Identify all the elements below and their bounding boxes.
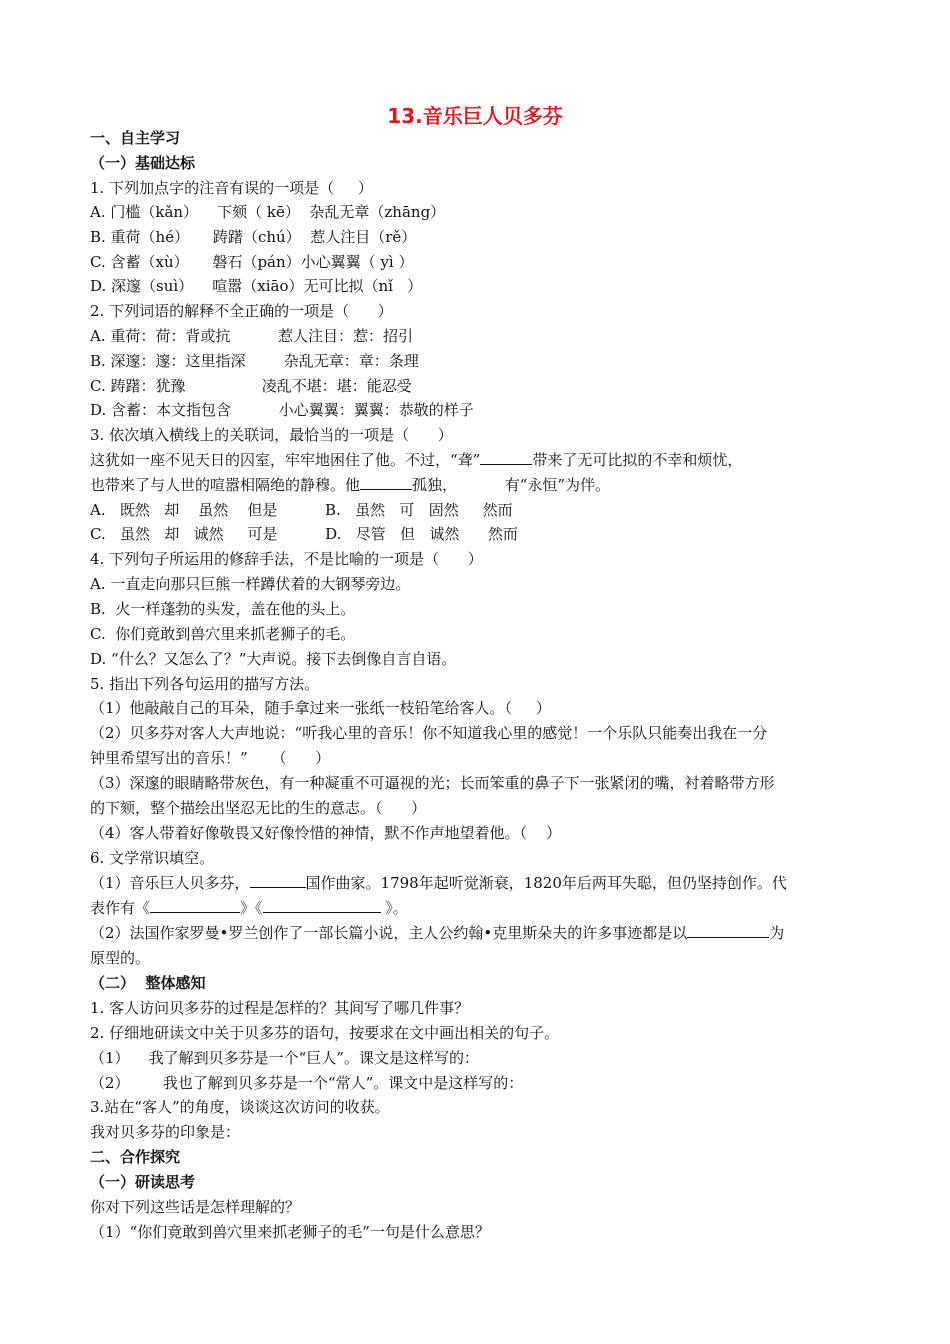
- question-6-item-1-line-1: （1）音乐巨人贝多芬， 国作曲家。1798年起听觉渐衰，1820年后两耳失聪，但仍坚持创作。代: [90, 874, 787, 892]
- question-2-option-b: B. 深邃：邃：这里指深 杂乱无章：章：条理: [90, 352, 419, 370]
- page-title: 13.音乐巨人贝多芬: [387, 104, 563, 128]
- question-1-option-a: A. 门槛（kǎn） 下颏（ kē） 杂乱无章（zhāng）: [90, 203, 446, 221]
- subsection-basic: （一）基础达标: [90, 154, 196, 172]
- study-intro: 你对下列这些话是怎样理解的？: [90, 1198, 301, 1216]
- question-5-item-1: （1）他敲敲自己的耳朵，随手拿过来一张纸一枝铅笔给客人。（ ）: [90, 699, 551, 717]
- fill-blank[interactable]: [360, 475, 412, 490]
- fill-blank[interactable]: [480, 450, 532, 465]
- overall-question-2: 2. 仔细地研读文中关于贝多芬的语句，按要求在文中画出相关的句子。: [90, 1024, 560, 1042]
- question-2-stem: 2. 下列词语的解释不全正确的一项是（ ）: [90, 302, 393, 320]
- question-6-item-2-line-2: 原型的。: [90, 949, 151, 967]
- question-3-options-ab: A. 既然 却 虽然 但是 B. 虽然 可 固然 然而: [90, 501, 513, 519]
- question-2-option-c: C. 踌躇：犹豫 凌乱不堪：堪：能忍受: [90, 377, 412, 395]
- fill-blank[interactable]: [687, 923, 769, 938]
- question-4-option-c: C. 你们竟敢到兽穴里来抓老狮子的毛。: [90, 625, 356, 643]
- overall-question-3: 3.站在“客人”的角度，谈谈这次访问的收获。: [90, 1098, 390, 1116]
- question-4-option-a: A. 一直走向那只巨熊一样蹲伏着的大钢琴旁边。: [90, 575, 411, 593]
- fill-blank[interactable]: [150, 898, 240, 913]
- question-1-option-b: B. 重荷（hé） 踌躇（chú） 惹人注目（rě）: [90, 228, 417, 246]
- question-3-stem: 3. 依次填入横线上的关联词，最恰当的一项是（ ）: [90, 426, 453, 444]
- question-5-item-4: （4）客人带着好像敬畏又好像怜惜的神情，默不作声地望着他。（ ）: [90, 824, 562, 842]
- question-6-item-2-line-1: （2）法国作家罗曼•罗兰创作了一部长篇小说，主人公约翰•克里斯朵夫的许多事迹都是以 为: [90, 924, 785, 942]
- question-1-option-c: C. 含蓄（xù） 磐石（pán）小心翼翼（ yì ）: [90, 253, 414, 271]
- question-3-passage-line-2: 也带来了与人世的喧嚣相隔绝的静穆。他 孤独， 有“永恒”为伴。: [90, 476, 611, 494]
- question-6-stem: 6. 文学常识填空。: [90, 849, 215, 867]
- question-5-item-2-line-2: 钟里希望写出的音乐！” （ ）: [90, 749, 331, 767]
- question-5-item-2-line-1: （2）贝多芬对客人大声地说：“听我心里的音乐！你不知道我心里的感觉！一个乐队只能奏出我在一分: [90, 724, 768, 742]
- overall-question-3-prompt: 我对贝多芬的印象是：: [90, 1123, 241, 1141]
- question-3-options-cd: C. 虽然 却 诚然 可是 D. 尽管 但 诚然 然而: [90, 525, 518, 543]
- overall-question-2-item-1: （1） 我了解到贝多芬是一个“巨人”。课文是这样写的：: [90, 1049, 479, 1067]
- question-4-stem: 4. 下列句子所运用的修辞手法，不是比喻的一项是（ ）: [90, 550, 483, 568]
- question-4-option-d: D. “什么？又怎么了？”大声说。接下去倒像自言自语。: [90, 650, 457, 668]
- fill-blank[interactable]: [250, 873, 306, 888]
- question-5-item-3-line-1: （3）深邃的眼睛略带灰色，有一种凝重不可逼视的光；长而笨重的鼻子下一张紧闭的嘴，衬着略带方形: [90, 774, 775, 792]
- question-4-option-b: B. 火一样蓬勃的头发，盖在他的头上。: [90, 600, 356, 618]
- question-1-stem: 1. 下列加点字的注音有误的一项是（ ）: [90, 179, 373, 197]
- question-1-option-d: D. 深邃（suì） 喧嚣（xiāo）无可比拟（nǐ ）: [90, 277, 423, 295]
- question-3-passage-line-1: 这犹如一座不见天日的囚室，牢牢地困住了他。不过，“聋” 带来了无可比拟的不幸和烦忧，: [90, 451, 743, 469]
- question-2-option-d: D. 含蓄：本文指包含 小心翼翼：翼翼：恭敬的样子: [90, 401, 474, 419]
- section-heading-self-study: 一、自主学习: [90, 129, 181, 147]
- study-question-1: （1）“你们竟敢到兽穴里来抓老狮子的毛”一句是什么意思？: [90, 1223, 490, 1241]
- fill-blank[interactable]: [263, 898, 381, 913]
- question-6-item-1-line-2: 表作有《 》《 》。: [90, 899, 408, 917]
- subsection-overall: （二） 整体感知: [90, 974, 206, 992]
- question-2-option-a: A. 重荷：荷：背或抗 惹人注目：惹：招引: [90, 327, 414, 345]
- overall-question-1: 1. 客人访问贝多芬的过程是怎样的？其间写了哪几件事？: [90, 999, 470, 1017]
- overall-question-2-item-2: （2） 我也了解到贝多芬是一个“常人”。课文中是这样写的：: [90, 1074, 524, 1092]
- question-5-item-3-line-2: 的下颏，整个描绘出坚忍无比的生的意志。（ ）: [90, 799, 427, 817]
- subsection-study: （一）研读思考: [90, 1173, 196, 1191]
- question-5-stem: 5. 指出下列各句运用的描写方法。: [90, 675, 320, 693]
- section-heading-cooperation: 二、合作探究: [90, 1148, 181, 1166]
